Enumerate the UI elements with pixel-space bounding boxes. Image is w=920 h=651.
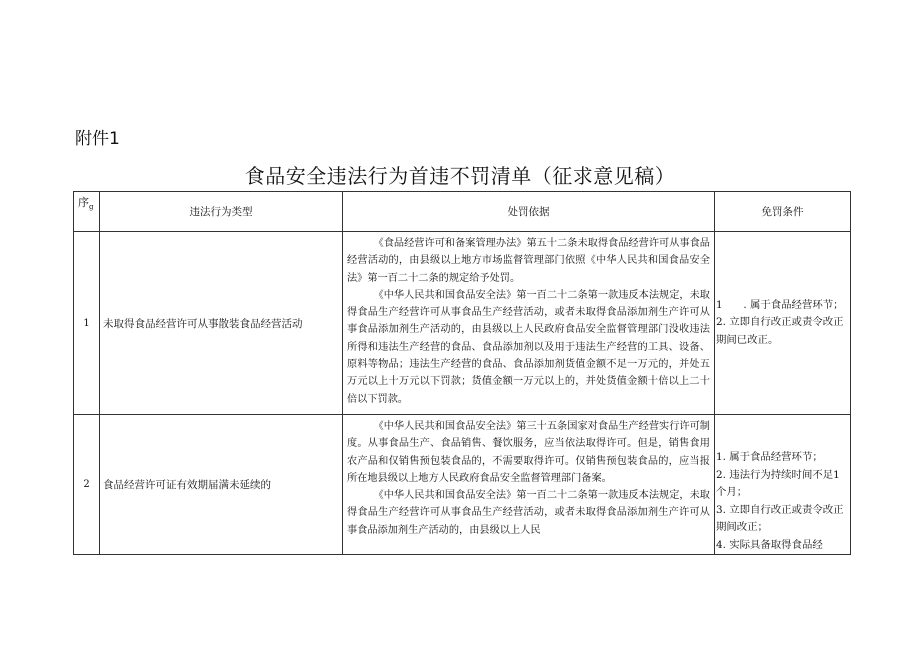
header-seq-subscript: g [89,203,94,212]
header-violation-type: 违法行为类型 [100,192,343,232]
violation-type-cell: 食品经营许可证有效期届满未延续的 [100,415,343,555]
condition-item: 1. 属于食品经营环节； [716,451,823,463]
penalty-basis-cell [343,415,715,555]
document-title: 食品安全违法行为首违不罚清单（征求意见稿） [244,164,676,188]
attachment-label: 附件1 [75,129,120,149]
basis-paragraph: 《中华人民共和国食品安全法》第一百二十二条第一款违反本法规定，未取得食品生产经营许可从事食品生产经营活动，或者未取得食品添加剂生产许可从事食品添加剂生产活动的，由县级以上人民政府食品安全监督管理部门没收违法所得和违法生产经营的食品、食品添加剂以及用于违法生产经营的工具、设备、原料等物品；违法生产经营的食品、食品添加剂货值金额不足一万元的，并处五万元以上十万元以下罚款；货值金额一万元以上的，并处货值金额十倍以上二十倍以下罚款。 [347,289,710,405]
basis-paragraph: 《食品经营许可和备案管理办法》第五十二条未取得食品经营许可从事食品经营活动的，由县级以上地方市场监督管理部门依照《中华人民共和国食品安全法》第一百二十二条的规定给予处罚。 [347,238,710,284]
table-row [74,415,851,555]
exemption-conditions-cell [715,232,851,415]
penalty-exemption-table [73,191,851,555]
header-exemption-conditions: 免罚条件 [715,192,851,232]
row-number: 1 [74,232,100,415]
header-seq [74,192,100,232]
row-number: 2 [74,415,100,555]
condition-item: 4. 实际具备取得食品经 [716,538,823,551]
basis-paragraph: 《中华人民共和国食品安全法》第一百二十二条第一款违反本法规定，未取得食品生产经营许可从事食品生产经营活动，或者未取得食品添加剂生产许可从事食品添加剂生产活动的，由县级以上人民 [347,490,710,536]
penalty-basis-cell [343,232,715,415]
exemption-conditions-cell [715,415,851,555]
violation-type-cell: 未取得食品经营许可从事散装食品经营活动 [100,232,343,415]
condition-item: 1 . 属于食品经营环节； [716,298,844,311]
table-row [74,232,851,415]
condition-item: 2. 违法行为持续时间不足1个月； [716,468,840,498]
header-seq-label: 序 [78,196,89,209]
header-penalty-basis: 处罚依据 [343,192,715,232]
condition-item: 3. 立即自行改正或责令改正期间改正； [716,503,844,533]
table-header-row [74,192,851,232]
condition-item: 2. 立即自行改正或责令改正期间已改正。 [716,316,844,346]
basis-paragraph: 《中华人民共和国食品安全法》第三十五条国家对食品生产经营实行许可制度。从事食品生产、食品销售、餐饮服务，应当依法取得许可。但是，销售食用农产品和仅销售预包装食品的，不需要取得许可。仅销售预包装食品的，应当报所在地县级以上地方人民政府食品安全监督管理部门备案。 [347,421,710,484]
